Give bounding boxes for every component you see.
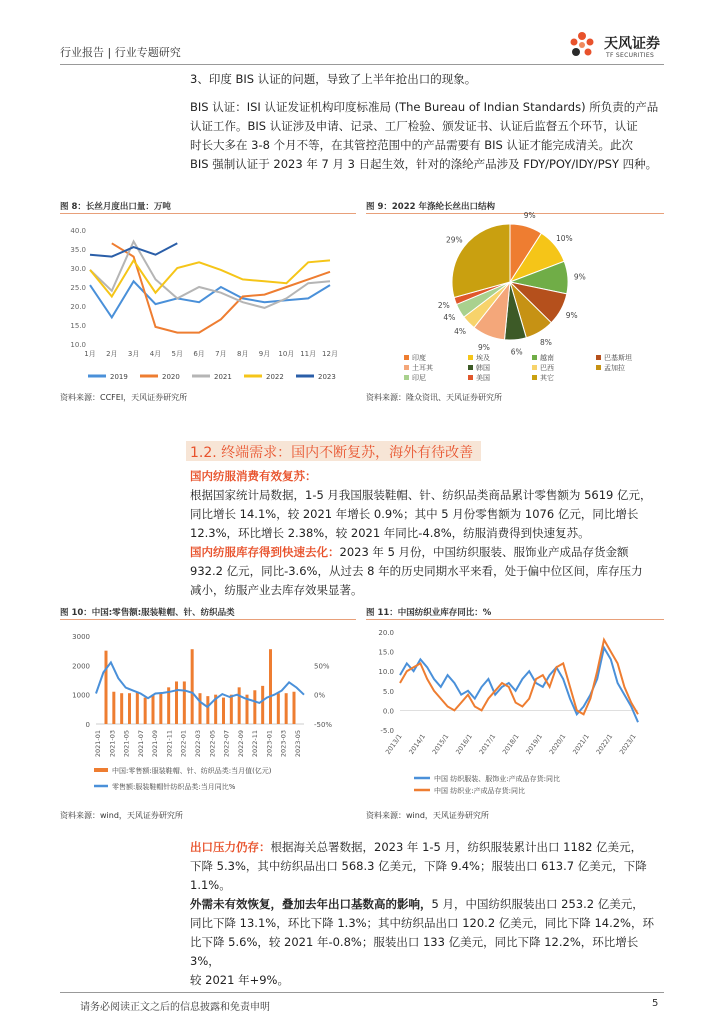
domestic-line-3: 12.3%，环比增长 2.38%，较 2021 年同比-4.8%，纺服消费得到快速复苏。: [190, 526, 590, 540]
y-tick-label: 40.0: [70, 227, 86, 235]
y-right-tick-label: 50%: [314, 662, 330, 671]
x-tick-label: 12月: [322, 350, 338, 358]
fig8-title: 图 8：长丝月度出口量：万吨: [60, 202, 171, 212]
pie-label-其它: 29%: [445, 235, 463, 245]
fig10-source: 资料来源：wind，天风证券研究所: [60, 811, 183, 820]
bis-paragraph: [190, 98, 670, 174]
pie-label-埃及: 10%: [555, 233, 573, 243]
fig8-line-chart: [60, 216, 356, 388]
pie-label-越南: 9%: [573, 272, 586, 282]
fig11-title: 图 11：中国纺织业库存同比：%: [366, 608, 492, 618]
x-tick-label: 2021-11: [165, 730, 174, 758]
x-tick-label: 5月: [171, 350, 184, 358]
bar-20: [261, 686, 264, 724]
x-tick-label: 2013/1: [383, 732, 404, 756]
header-divider: [60, 64, 664, 65]
bar-13: [206, 696, 209, 724]
legend-label-美国: 美国: [476, 374, 490, 382]
bar-3: [128, 693, 131, 724]
series-line: [400, 648, 638, 723]
legend-swatch-越南: [532, 355, 537, 360]
legend-label-2020: 2020: [162, 373, 180, 381]
legend-swatch-印度: [404, 355, 409, 360]
fig11-source: 资料来源：wind，天风证券研究所: [366, 811, 489, 820]
series-line-2022: [90, 260, 330, 296]
pie-label-巴基斯坦: 9%: [565, 311, 578, 321]
bar-9: [175, 681, 178, 724]
x-tick-label: 2021-09: [151, 730, 160, 758]
x-tick-label: 2023-03: [279, 730, 288, 758]
bar-24: [293, 692, 296, 724]
x-tick-label: 2022-05: [208, 730, 217, 758]
fig10-combo-chart: [60, 622, 356, 802]
company-logo-subtitle: TF SECURITIES: [606, 52, 655, 59]
bar-6: [152, 695, 155, 724]
pie-label-美国: 2%: [437, 300, 450, 310]
x-tick-label: 10月: [278, 350, 295, 358]
domestic-line-5: 932.2 亿元，同比-3.6%，从过去 8 年的历史同期水平来看，处于偏中位区间，库存压力: [190, 564, 643, 578]
bar-23: [285, 693, 288, 724]
legend-label-印尼: 印尼: [412, 374, 426, 382]
export-heading-1: 出口压力仍存：: [190, 840, 271, 854]
fig8-divider: [60, 213, 356, 214]
fig11-divider: [366, 619, 664, 620]
domestic-line-6: 减小，纺服产业去库存效果显著。: [190, 583, 363, 597]
series-line-2023: [90, 243, 177, 256]
legend-label-2021: 2021: [214, 373, 232, 381]
legend-label-2023: 2023: [318, 373, 336, 381]
legend-swatch-其它: [532, 375, 537, 380]
domestic-line-1: 根据国家统计局数据，1-5 月我国服装鞋帽、针、纺织品类商品累计零售额为 5619 亿元，: [190, 488, 652, 502]
export-heading-2: 外需未有效恢复，叠加去年出口基数高的影响，: [190, 897, 432, 911]
fig9-divider: [366, 213, 664, 214]
pie-label-孟加拉: 8%: [540, 338, 552, 348]
x-tick-label: 2021-03: [108, 730, 117, 758]
x-tick-label: 1月: [84, 350, 96, 358]
x-tick-label: 2021-07: [136, 730, 145, 758]
x-tick-label: 2019/1: [524, 732, 545, 756]
legend-label-土耳其: 土耳其: [412, 364, 433, 372]
bar-16: [230, 695, 233, 724]
legend-swatch-美国: [468, 375, 473, 380]
legend-swatch-巴西: [532, 365, 537, 370]
fig9-source: 资料来源：隆众资讯、天风证券研究所: [366, 393, 502, 402]
x-tick-label: 8月: [236, 350, 249, 358]
legend-swatch-土耳其: [404, 365, 409, 370]
fig11-line-chart: [366, 622, 664, 802]
y-right-tick-label: 0%: [314, 691, 326, 700]
legend-swatch-韩国: [468, 365, 473, 370]
bis-line-1: BIS 认证：ISI 认证发证机构印度标准局 (The Bureau of Indian Standards) 所负责的产品: [190, 100, 659, 114]
export-line-6: 比下降 5.6%，较 2021 年-0.8%；服装出口 133 亿美元，同比下降 12.2%，环比增长 3%，: [190, 935, 639, 968]
x-tick-label: 2022-07: [222, 730, 231, 758]
pie-label-印尼: 4%: [443, 313, 456, 322]
y-left-tick-label: 2000: [72, 662, 90, 671]
bar-1: [112, 692, 115, 724]
x-tick-label: 2021/1: [571, 732, 591, 756]
x-tick-label: 2017/1: [477, 732, 498, 756]
bar-4: [136, 692, 139, 724]
bar-21: [269, 649, 272, 724]
legend-label-巴西: 巴西: [540, 364, 554, 372]
legend-label-孟加拉: 孟加拉: [604, 364, 625, 372]
x-tick-label: 2022/1: [594, 732, 615, 756]
export-line-4: 5 月，中国纺织服装出口 253.2 亿美元，: [431, 897, 644, 911]
export-section: [190, 838, 670, 990]
bar-12: [199, 693, 202, 724]
bar-19: [253, 690, 256, 724]
domestic-section: [190, 467, 670, 600]
bar-0: [105, 651, 108, 724]
y-tick-label: 35.0: [70, 246, 86, 254]
legend-swatch-孟加拉: [596, 365, 601, 370]
x-tick-label: 6月: [193, 350, 205, 358]
legend-label: 中国 纺织业:产成品存货:同比: [434, 787, 525, 795]
page-number: 5: [652, 998, 659, 1009]
y-tick-label: 15.0: [70, 322, 86, 330]
series-line-2019: [90, 281, 330, 317]
legend-swatch-印尼: [404, 375, 409, 380]
legend-label-巴基斯坦: 巴基斯坦: [604, 354, 632, 362]
fig10-divider: [60, 619, 356, 620]
fig8-source: 资料来源：CCFEI，天风证券研究所: [60, 393, 188, 402]
legend-swatch-bars: [94, 768, 108, 772]
x-tick-label: 2014/1: [407, 732, 428, 756]
x-tick-label: 2022-03: [194, 730, 202, 758]
x-tick-label: 2022-11: [251, 730, 260, 758]
bar-17: [238, 687, 241, 724]
x-tick-label: 2020/1: [547, 732, 568, 756]
fig9-pie-chart: [366, 210, 664, 388]
export-line-1: 根据海关总署数据，2023 年 1-5 月，纺织服装累计出口 1182 亿美元，: [270, 840, 643, 854]
disclaimer-link[interactable]: 请务必阅读正文之后的信息披露和免责申明: [80, 1002, 270, 1013]
y-tick-label: 30.0: [70, 265, 86, 273]
yoy-line: [96, 662, 304, 707]
x-tick-label: 2016/1: [454, 732, 474, 756]
legend-label-埃及: 埃及: [476, 354, 490, 362]
domestic-line-2: 同比增长 14.1%，较 2021 年增长 0.9%；其中 5 月份零售额为 1076 亿元，同比增长: [190, 507, 639, 521]
legend-swatch-埃及: [468, 355, 473, 360]
legend-label-2022: 2022: [266, 373, 284, 381]
x-tick-label: 2022-09: [236, 730, 245, 758]
legend-label-bars: 中国:零售额:服装鞋帽、针、纺织品类:当月值(亿元): [112, 767, 272, 775]
y-left-tick-label: 3000: [72, 633, 90, 641]
y-tick-label: 10.0: [70, 341, 86, 349]
y-tick-label: 20.0: [70, 303, 86, 311]
x-tick-label: 2015/1: [430, 732, 451, 756]
x-tick-label: 2021-05: [122, 730, 131, 758]
bis-line-2: 认证工作。BIS 认证涉及申请、记录、工厂检验、颁发证书、认证后监督五个环节，认证: [190, 119, 638, 133]
x-tick-label: 2022-01: [179, 730, 188, 758]
bar-5: [144, 698, 147, 724]
x-tick-label: 2月: [106, 350, 118, 358]
x-tick-label: 4月: [149, 350, 162, 358]
export-line-7: 较 2021 年+9%。: [190, 973, 289, 987]
y-tick-label: 5.0: [382, 687, 394, 696]
legend-label-印度: 印度: [412, 354, 426, 362]
pie-label-韩国: 6%: [510, 347, 523, 357]
bar-10: [183, 681, 186, 724]
legend-label-韩国: 韩国: [476, 364, 490, 372]
legend-label-line: 零售额:服装鞋帽针纺织品类:当月同比%: [112, 783, 236, 791]
domestic-heading-2: 国内纺服库存得到快速去化：: [190, 545, 340, 559]
legend-swatch-巴基斯坦: [596, 355, 601, 360]
report-type-label: 行业报告 | 行业专题研究: [60, 46, 181, 59]
pie-label-巴西: 4%: [454, 327, 467, 337]
export-line-5: 同比下降 13.1%，环比下降 1.3%；其中纺织品出口 120.2 亿美元，同比下降 14.2%，环: [190, 916, 654, 930]
fig10-title: 图 10：中国:零售额:服装鞋帽、针、纺织品类: [60, 608, 235, 618]
x-tick-label: 2023-05: [294, 730, 302, 758]
bar-2: [120, 693, 123, 724]
pie-label-土耳其: 9%: [478, 342, 490, 352]
export-line-3: 1.1%。: [190, 878, 231, 892]
x-tick-label: 2023-01: [265, 730, 274, 758]
y-left-tick-label: 0: [85, 721, 90, 729]
footer-divider: [60, 992, 664, 993]
x-tick-label: 2023/1: [617, 732, 638, 756]
bar-7: [159, 693, 162, 724]
x-tick-label: 11月: [300, 350, 317, 358]
bar-22: [277, 693, 280, 724]
y-tick-label: 15.0: [378, 648, 394, 657]
legend-label-其它: 其它: [540, 374, 554, 382]
pie-label-印度: 9%: [523, 210, 536, 220]
y-tick-label: 25.0: [70, 284, 86, 292]
x-tick-label: 7月: [215, 350, 227, 358]
legend-label: 中国 纺织服装、服饰业:产成品存货:同比: [434, 775, 560, 783]
y-right-tick-label: -50%: [314, 721, 333, 729]
fig9-title: 图 9：2022 年涤纶长丝出口结构: [366, 202, 495, 212]
x-tick-label: 2021-01: [94, 730, 102, 758]
company-logo-name: 天风证券: [604, 36, 660, 52]
bar-15: [222, 698, 225, 724]
company-logo-icon: [566, 30, 602, 62]
bis-line-3: 时长大多在 3-8 个月不等，在其管控范围中的产品需要有 BIS 认证才能完成清关。此次: [190, 138, 633, 152]
legend-label-越南: 越南: [540, 354, 554, 362]
y-tick-label: 0.0: [382, 707, 394, 716]
x-tick-label: 2018/1: [500, 732, 521, 756]
y-tick-label: 10.0: [378, 668, 394, 677]
domestic-line-4: 2023 年 5 月份，中国纺织服装、服饰业产成品存货金额: [339, 545, 629, 559]
intro-line: 3、印度 BIS 认证的问题，导致了上半年抢出口的现象。: [190, 72, 477, 86]
x-tick-label: 9月: [258, 350, 271, 358]
legend-label-2019: 2019: [110, 373, 128, 381]
export-line-2: 下降 5.3%，其中纺织品出口 568.3 亿美元，下降 9.4%；服装出口 613.7 亿美元，下降: [190, 859, 647, 873]
bis-line-4: BIS 强制认证于 2023 年 7 月 3 日起生效，针对的涤纶产品涉及 FDY/POY/IDY/PSY 四种。: [190, 157, 658, 171]
section-title: 1.2. 终端需求：国内不断复苏，海外有待改善: [190, 445, 474, 461]
bar-11: [191, 649, 194, 724]
domestic-heading-1: 国内纺服消费有效复苏：: [190, 469, 317, 483]
y-tick-label: -5.0: [380, 727, 394, 735]
y-tick-label: 20.0: [378, 629, 394, 637]
y-left-tick-label: 1000: [72, 691, 90, 700]
x-tick-label: 3月: [127, 350, 140, 358]
series-line: [400, 640, 638, 715]
